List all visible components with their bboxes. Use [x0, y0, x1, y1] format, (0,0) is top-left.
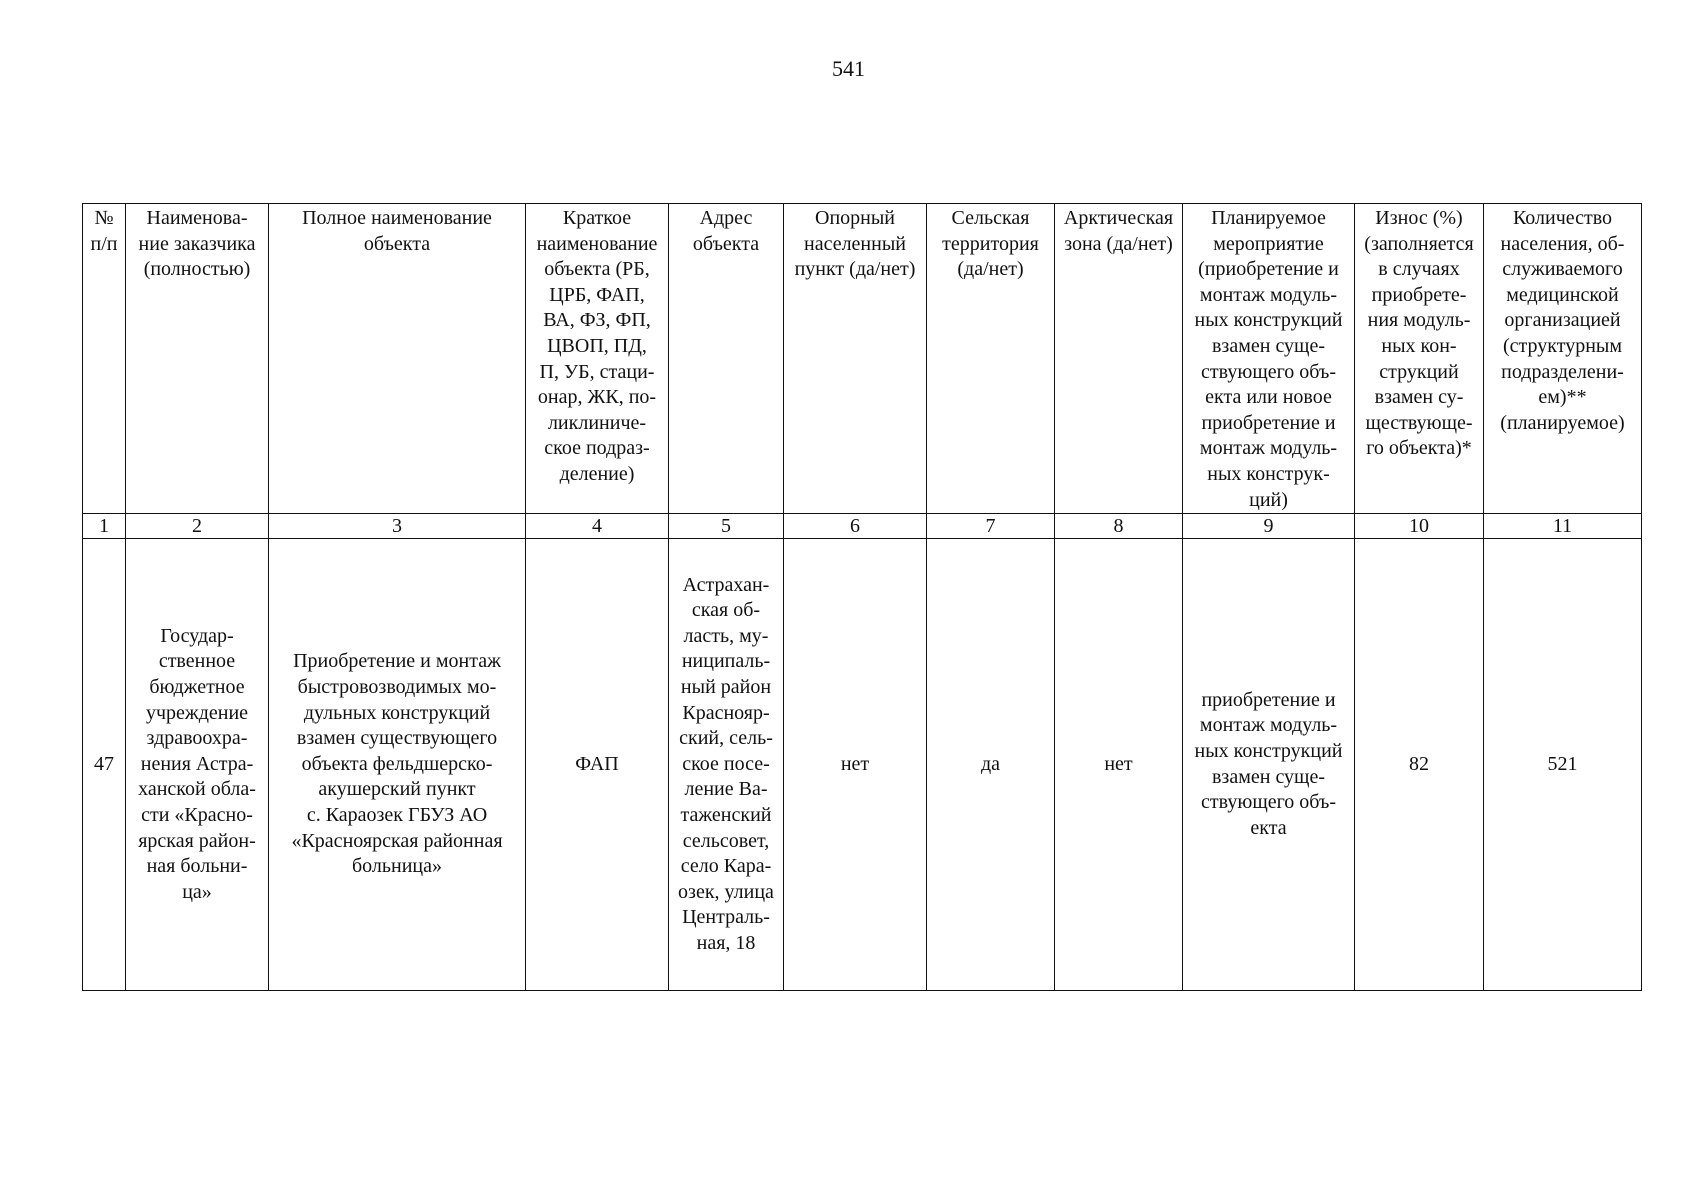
column-number-row [83, 514, 1642, 539]
header-cell-address: Адрес объекта [669, 204, 784, 514]
column-number: 3 [269, 514, 526, 539]
wear-cell: 82 [1355, 539, 1484, 991]
header-cell-reference-settlement: Опорный населенный пункт (да/нет) [784, 204, 927, 514]
arctic-zone-cell: нет [1055, 539, 1183, 991]
population-cell: 521 [1484, 539, 1642, 991]
short-name-cell: ФАП [526, 539, 669, 991]
header-cell-number: № п/п [83, 204, 126, 514]
column-number: 6 [784, 514, 927, 539]
header-cell-population: Количество населения, об- служиваемого медицинской организацией (структурным подразделени- ем)** (планируемое) [1484, 204, 1642, 514]
column-number: 11 [1484, 514, 1642, 539]
header-cell-full-name: Полное наименование объекта [269, 204, 526, 514]
column-number: 5 [669, 514, 784, 539]
column-number: 2 [126, 514, 269, 539]
column-number: 1 [83, 514, 126, 539]
table-row [83, 539, 1642, 991]
reference-settlement-cell: нет [784, 539, 927, 991]
full-name-cell: Приобретение и монтаж быстровозводимых мо- дульных конструкций взамен существующего объекта фельдшерско- акушерский пункт с. Караозек ГБУЗ АО «Красноярская районная больница» [269, 539, 526, 991]
column-number: 7 [927, 514, 1055, 539]
column-number: 10 [1355, 514, 1484, 539]
row-number-cell: 47 [83, 539, 126, 991]
customer-cell: Государ- ственное бюджетное учреждение здравоохра- нения Астра- ханской обла- сти «Красно- ярская район- ная больни- ца» [126, 539, 269, 991]
column-number: 9 [1183, 514, 1355, 539]
header-cell-wear: Износ (%) (заполняется в случаях приобрете- ния модуль- ных кон- струкций взамен су- ществующе- го объекта)* [1355, 204, 1484, 514]
rural-territory-cell: да [927, 539, 1055, 991]
page-number: 541 [832, 56, 865, 81]
column-number: 8 [1055, 514, 1183, 539]
header-cell-customer: Наименова- ние заказчика (полностью) [126, 204, 269, 514]
header-cell-arctic-zone: Арктическая зона (да/нет) [1055, 204, 1183, 514]
header-row [83, 204, 1642, 514]
header-cell-rural-territory: Сельская территория (да/нет) [927, 204, 1055, 514]
header-cell-short-name: Краткое наименование объекта (РБ, ЦРБ, ФАП, ВА, ФЗ, ФП, ЦВОП, ПД, П, УБ, стаци- онар, ЖК, по- ликлиниче- ское подраз- деление) [526, 204, 669, 514]
facilities-table [82, 203, 1642, 991]
address-cell: Астрахан- ская об- ласть, му- ниципаль- ный район Краснояр- ский, сель- ское посе- ление Ва- таженский сельсовет, село Кара- озек, улица Централь- ная, 18 [669, 539, 784, 991]
column-number: 4 [526, 514, 669, 539]
planned-activity-cell: приобретение и монтаж модуль- ных конструкций взамен суще- ствующего объ- екта [1183, 539, 1355, 991]
header-cell-planned-activity: Планируемое мероприятие (приобретение и монтаж модуль- ных конструкций взамен суще- ствующего объ- екта или новое приобретение и монтаж модуль- ных конструк- ций) [1183, 204, 1355, 514]
